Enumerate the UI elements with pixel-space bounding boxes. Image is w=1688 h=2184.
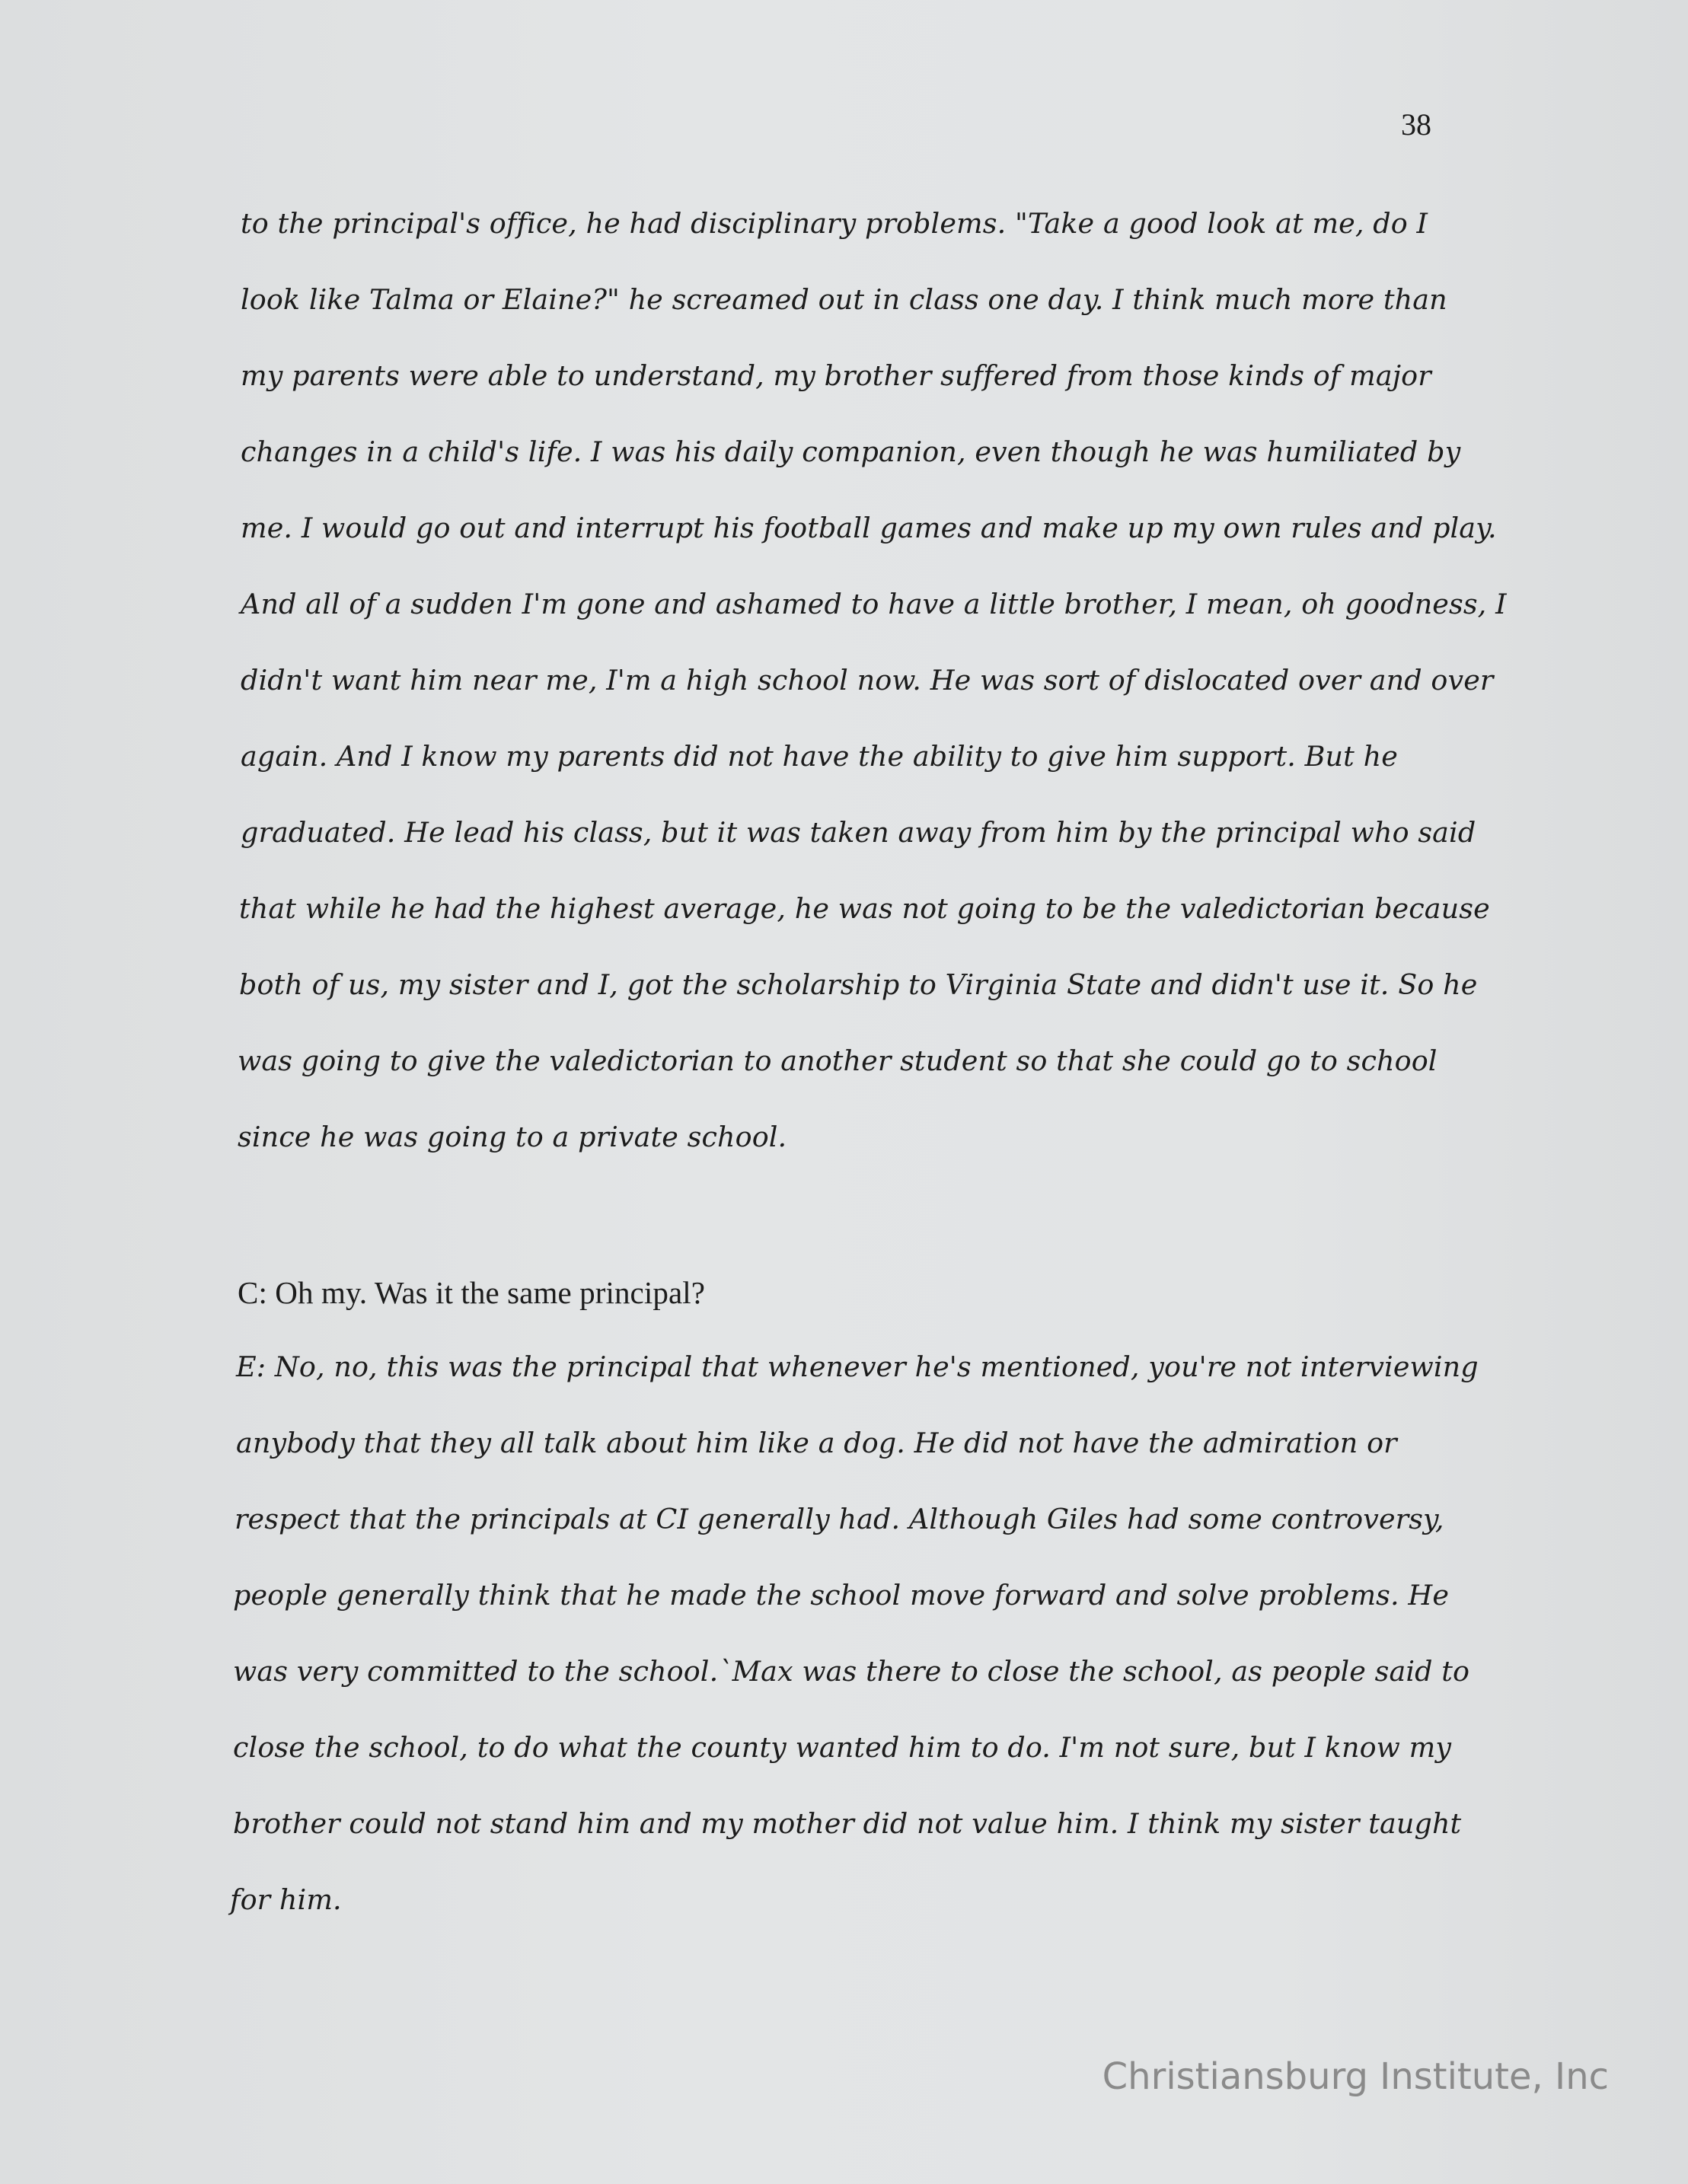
paragraph-1-line: didn't want him near me, I'm a high school now. He was sort of dislocated over and over xyxy=(241,664,1494,697)
paragraph-1-line: changes in a child's life. I was his daily companion, even though he was humiliated by xyxy=(241,435,1461,468)
interviewer-question: C: Oh my. Was it the same principal? xyxy=(238,1275,706,1310)
paragraph-1-line: my parents were able to understand, my brother suffered from those kinds of major xyxy=(241,359,1431,392)
paragraph-2-line: people generally think that he made the school move forward and solve problems. He xyxy=(233,1579,1450,1612)
watermark: Christiansburg Institute, Inc xyxy=(1102,2055,1609,2098)
paragraph-1-line: look like Talma or Elaine?" he screamed out in class one day. I think much more than xyxy=(241,283,1447,316)
paragraph-1-line: graduated. He lead his class, but it was taken away from him by the principal who said xyxy=(241,816,1476,849)
paragraph-1-line: was going to give the valedictorian to another student so that she could go to school xyxy=(238,1044,1438,1077)
paragraph-2-line: anybody that they all talk about him like a dog. He did not have the admiration or xyxy=(236,1427,1397,1459)
paragraph-2-line: was very committed to the school.`Max was there to close the school, as people said to xyxy=(233,1655,1470,1688)
paragraph-2-line: close the school, to do what the county wanted him to do. I'm not sure, but I know my xyxy=(233,1731,1452,1764)
paragraph-1-line: both of us, my sister and I, got the scholarship to Virginia State and didn't use it. So he xyxy=(239,968,1478,1001)
paragraph-2-line: brother could not stand him and my mother did not value him. I think my sister taught xyxy=(233,1807,1462,1840)
paragraph-2-line: for him. xyxy=(230,1883,342,1916)
paragraph-1-line: that while he had the highest average, he was not going to be the valedictorian because xyxy=(239,892,1490,925)
paragraph-2-line: respect that the principals at CI generally had. Although Giles had some controversy, xyxy=(235,1503,1444,1535)
paragraph-1-line: since he was going to a private school. xyxy=(238,1121,787,1153)
paragraph-1-line: And all of a sudden I'm gone and ashamed to have a little brother, I mean, oh goodness, I xyxy=(241,588,1507,620)
paragraph-2-line: E: No, no, this was the principal that whenever he's mentioned, you're not interviewing xyxy=(236,1350,1479,1383)
paragraph-1-line: to the principal's office, he had disciplinary problems. "Take a good look at me, do I xyxy=(241,207,1428,240)
paragraph-1-line: me. I would go out and interrupt his football games and make up my own rules and play. xyxy=(241,512,1497,544)
paragraph-1-line: again. And I know my parents did not have the ability to give him support. But he xyxy=(241,740,1398,773)
page-number: 38 xyxy=(1401,107,1431,142)
